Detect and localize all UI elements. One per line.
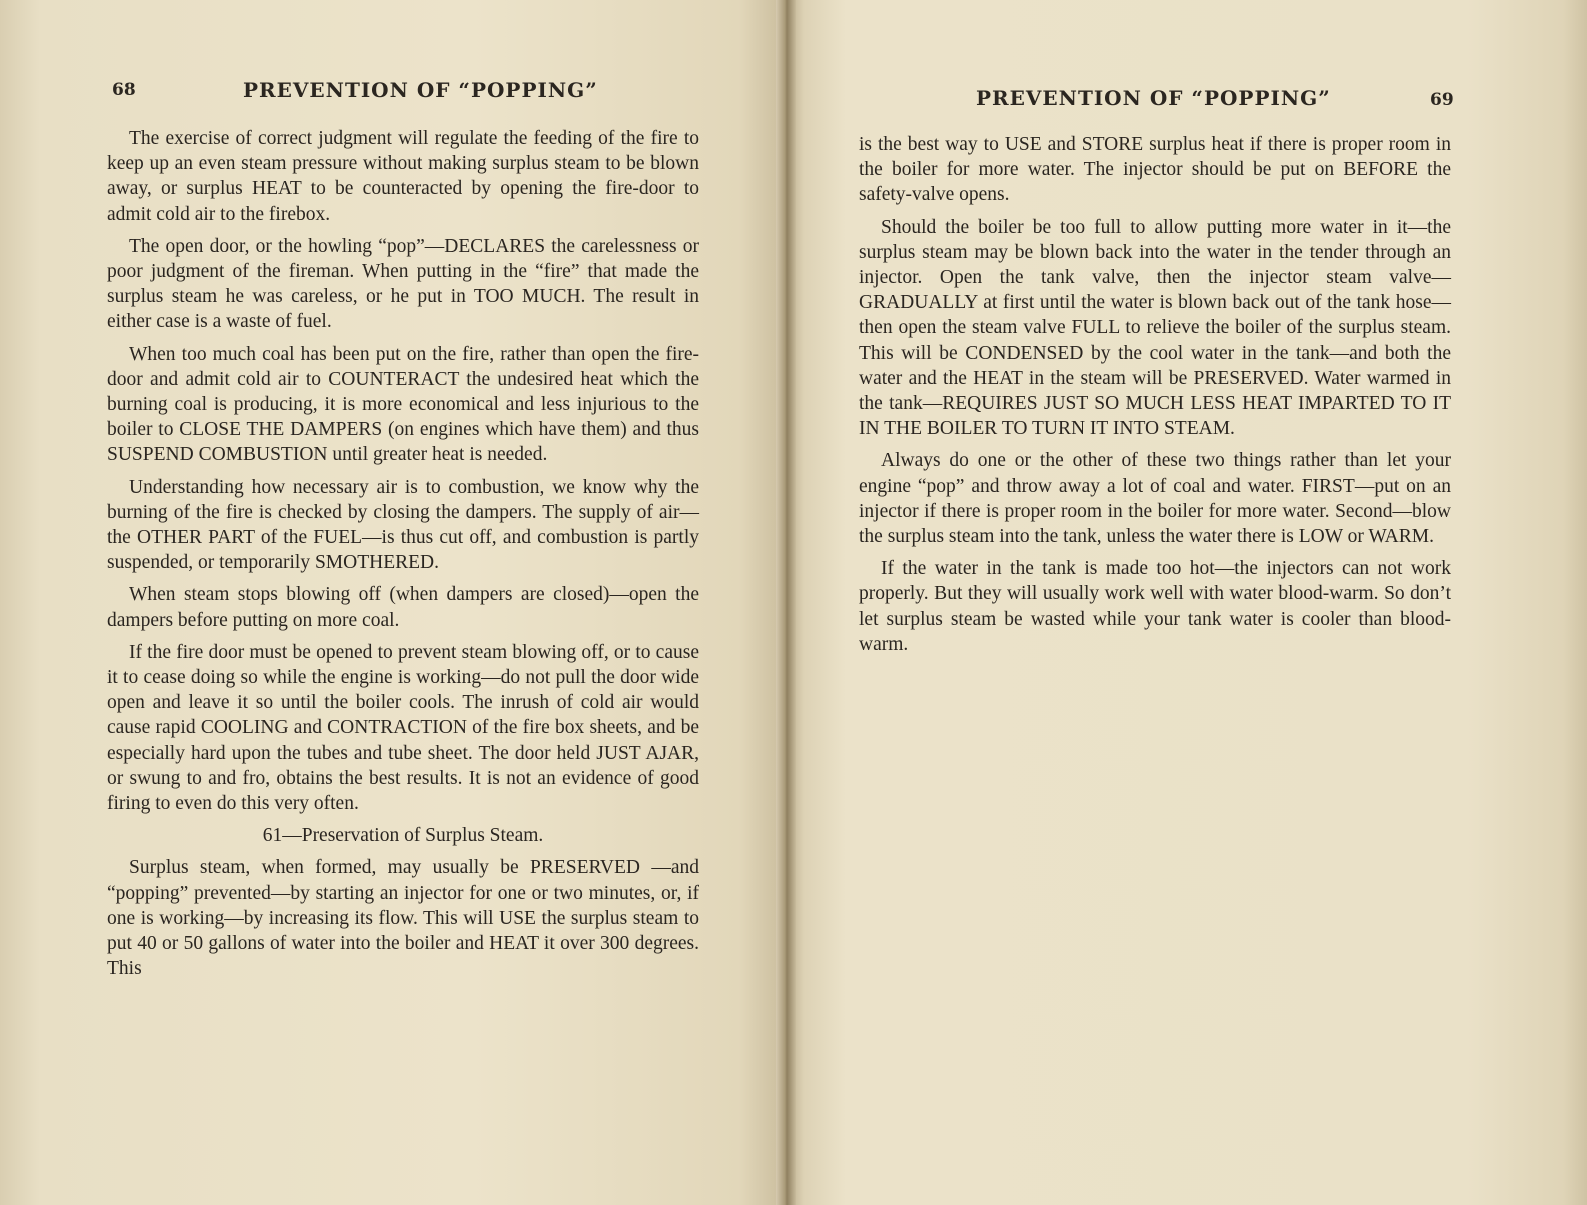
paragraph: The open door, or the howling “pop”—DECLARES the carelessness or poor judgment of the fireman. When putting in the “fire” that made the surplus steam he was careless, or he put in TOO MUCH. The result in either case is a waste of fuel. xyxy=(107,235,699,333)
paragraph: Should the boiler be too full to allow putting more water in it—the surplus steam may be blown back into the water in the tender through an injector. Open the tank valve, then the injector steam valve—GRADUALLY at first until the water is blown back out of the tank hose—then open the steam valve FULL to relieve the boiler of the surplus steam. This will be CONDENSED by the cool water in the tank—and both the water and the HEAT in the steam will be PRESERVED. Water warmed in the tank—REQUIRES JUST SO MUCH LESS HEAT IMPARTED TO IT IN THE BOILER TO TURN IT INTO STEAM. xyxy=(859,216,1451,440)
right-text-block xyxy=(859,132,1451,664)
paragraph: Surplus steam, when formed, may usually be PRESERVED —and “popping” prevented—by starting an injector for one or two minutes, or, if one is working—by increasing its flow. This will USE the surplus steam to put 40 or 50 gallons of water into the boiler and HEAT it over 300 degrees. This xyxy=(107,857,699,980)
right-running-head: PREVENTION OF “POPPING” xyxy=(976,86,1331,110)
left-text-block xyxy=(107,126,699,989)
left-page xyxy=(0,0,786,1205)
paragraph: When steam stops blowing off (when dampers are closed)—open the dampers before putting on more coal. xyxy=(107,584,699,631)
left-running-head: PREVENTION OF “POPPING” xyxy=(243,78,598,102)
paragraph: Understanding how necessary air is to combustion, we know why the burning of the fire is checked by closing the dampers. The supply of air—the OTHER PART of the FUEL—is thus cut off, and combustion is partly suspended, or temporarily SMOTHERED. xyxy=(107,476,699,574)
book-gutter xyxy=(776,0,796,1205)
section-title: 61—Preservation of Surplus Steam. xyxy=(262,825,544,847)
paragraph: If the water in the tank is made too hot—the injectors can not work properly. But they will usually work well with water blood-warm. So don’t let surplus steam be wasted while your tank water is cooler than blood-warm. xyxy=(859,558,1451,655)
right-page xyxy=(786,0,1587,1205)
left-page-number: 68 xyxy=(112,80,136,100)
paragraph: If the fire door must be opened to prevent steam blowing off, or to cause it to cease doing so while the engine is working—do not pull the door wide open and leave it so until the boiler cools. The inrush of cold air would cause rapid COOLING and CONTRACTION of the fire box sheets, and be especially hard upon the tubes and tube sheet. The door held JUST AJAR, or swung to and fro, obtains the best results. It is not an evidence of good firing to even do this very often. xyxy=(107,641,699,815)
paragraph-continuation: is the best way to USE and STORE surplus heat if there is proper room in the boiler for more water. The injector should be put on BEFORE the safety-valve opens. xyxy=(859,134,1451,206)
paragraph: The exercise of correct judgment will regulate the feeding of the fire to keep up an even steam pressure without making surplus steam to be blown away, or surplus HEAT to be counteracted by opening the fire-door to admit cold air to the firebox. xyxy=(107,128,699,225)
paragraph: When too much coal has been put on the fire, rather than open the fire-door and admit cold air to COUNTERACT the undesired heat which the burning coal is producing, it is more economical and less injurious to the boiler to CLOSE THE DAMPERS (on engines which have them) and thus SUSPEND COMBUSTION until greater heat is needed. xyxy=(107,343,699,466)
right-page-number: 69 xyxy=(1430,90,1454,110)
paragraph: Always do one or the other of these two things rather than let your engine “pop” and throw away a lot of coal and water. FIRST—put on an injector if there is proper room in the boiler for more water. Second—blow the surplus steam into the tank, unless the water there is LOW or WARM. xyxy=(859,450,1451,548)
